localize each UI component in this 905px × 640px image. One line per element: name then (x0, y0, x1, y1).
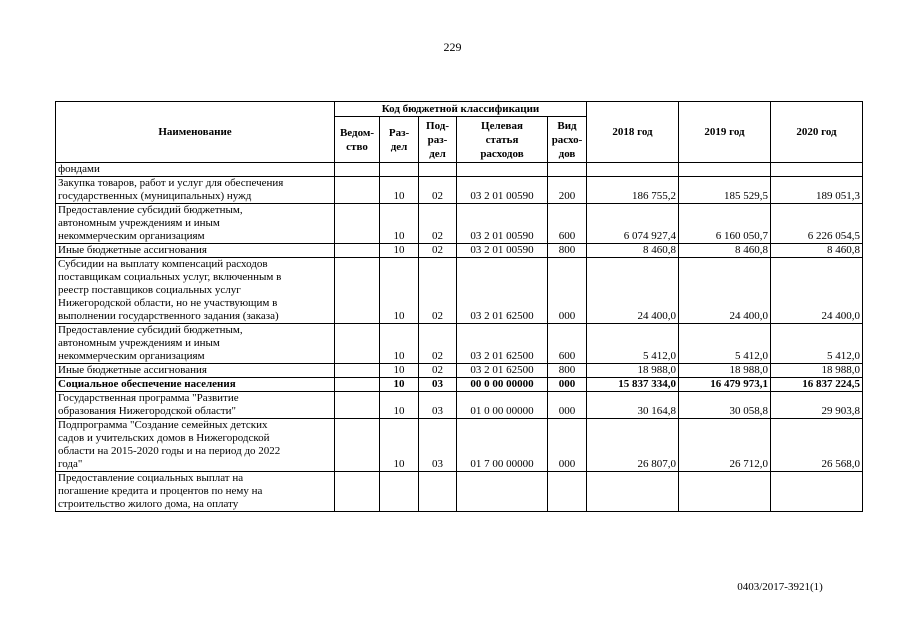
cell-name (56, 258, 335, 324)
cell-2019: 16 479 973,1 (679, 378, 771, 392)
cell-2018 (587, 163, 679, 177)
header-podrazdel: Под- раз- дел (419, 117, 457, 163)
name-line: области на 2015-2020 годы и на период до 2022 (58, 445, 281, 457)
header-vedomstvo: Ведом- ство (335, 117, 380, 163)
cell-name (56, 244, 335, 258)
cell-name (56, 163, 335, 177)
cell-vid-rashodov: 200 (548, 177, 587, 204)
table-row (56, 419, 863, 472)
cell-2019: 185 529,5 (679, 177, 771, 204)
budget-table (55, 101, 863, 512)
document-reference: 0403/2017-3921(1) (737, 581, 823, 593)
cell-vid-rashodov: 000 (548, 258, 587, 324)
name-line: строительство жилого дома, на оплату (58, 498, 239, 510)
name-line: Предоставление социальных выплат на (58, 472, 244, 484)
cell-name (56, 472, 335, 512)
name-line: Предоставление субсидий бюджетным, (58, 204, 243, 216)
cell-vid-rashodov: 600 (548, 204, 587, 244)
cell-podrazdel: 02 (419, 244, 457, 258)
name-line: Субсидии на выплату компенсаций расходов (58, 258, 268, 270)
name-line: Предоставление субсидий бюджетным, (58, 324, 243, 336)
cell-celevaya-statya (457, 163, 548, 177)
cell-vedomstvo (335, 324, 380, 364)
cell-2019: 30 058,8 (679, 392, 771, 419)
cell-name (56, 392, 335, 419)
cell-2020: 6 226 054,5 (771, 204, 863, 244)
name-line: образования Нижегородской области" (58, 405, 237, 417)
cell-razdel: 10 (380, 364, 419, 378)
name-line: автономным учреждениям и иным (58, 337, 220, 349)
cell-vedomstvo (335, 177, 380, 204)
name-line: некоммерческим организациям (58, 350, 205, 362)
table-row (56, 244, 863, 258)
cell-razdel: 10 (380, 258, 419, 324)
cell-podrazdel: 03 (419, 378, 457, 392)
header-name: Наименование (56, 102, 335, 163)
cell-name (56, 419, 335, 472)
table-row (56, 324, 863, 364)
cell-vid-rashodov: 000 (548, 419, 587, 472)
table-row (56, 177, 863, 204)
cell-name (56, 324, 335, 364)
cell-vid-rashodov: 000 (548, 392, 587, 419)
cell-name (56, 378, 335, 392)
cell-2018 (587, 472, 679, 512)
name-line: автономным учреждениям и иным (58, 217, 220, 229)
cell-podrazdel (419, 472, 457, 512)
header-2018: 2018 год (587, 102, 679, 163)
cell-2019: 6 160 050,7 (679, 204, 771, 244)
cell-2018: 26 807,0 (587, 419, 679, 472)
table-row (56, 472, 863, 512)
cell-name (56, 364, 335, 378)
name-line: Нижегородской области, но не участвующим в (58, 297, 278, 309)
name-line: Закупка товаров, работ и услуг для обеспечения (58, 177, 284, 189)
cell-razdel (380, 163, 419, 177)
name-line: Социальное обеспечение населения (58, 378, 236, 390)
cell-razdel: 10 (380, 177, 419, 204)
cell-razdel (380, 472, 419, 512)
table-row (56, 378, 863, 392)
name-line: реестр поставщиков социальных услуг (58, 284, 241, 296)
cell-vid-rashodov (548, 472, 587, 512)
table-row (56, 364, 863, 378)
name-line: Иные бюджетные ассигнования (58, 244, 207, 256)
cell-vedomstvo (335, 244, 380, 258)
cell-celevaya-statya: 03 2 01 00590 (457, 244, 548, 258)
cell-razdel: 10 (380, 378, 419, 392)
table-row (56, 258, 863, 324)
cell-podrazdel: 02 (419, 258, 457, 324)
cell-2019: 8 460,8 (679, 244, 771, 258)
cell-2020: 189 051,3 (771, 177, 863, 204)
cell-vedomstvo (335, 419, 380, 472)
cell-2020: 8 460,8 (771, 244, 863, 258)
cell-celevaya-statya: 03 2 01 62500 (457, 364, 548, 378)
cell-2019 (679, 472, 771, 512)
cell-razdel: 10 (380, 244, 419, 258)
cell-vedomstvo (335, 163, 380, 177)
name-line: выполнении государственного задания (заказа) (58, 310, 279, 322)
cell-2019: 5 412,0 (679, 324, 771, 364)
name-line: фондами (58, 163, 100, 175)
cell-2020: 5 412,0 (771, 324, 863, 364)
cell-vedomstvo (335, 364, 380, 378)
cell-celevaya-statya: 01 7 00 00000 (457, 419, 548, 472)
cell-2020: 26 568,0 (771, 419, 863, 472)
cell-name (56, 177, 335, 204)
cell-podrazdel: 02 (419, 204, 457, 244)
cell-2018: 8 460,8 (587, 244, 679, 258)
cell-vedomstvo (335, 472, 380, 512)
cell-2018: 15 837 334,0 (587, 378, 679, 392)
cell-celevaya-statya: 03 2 01 00590 (457, 204, 548, 244)
cell-2018: 18 988,0 (587, 364, 679, 378)
cell-celevaya-statya: 03 2 01 00590 (457, 177, 548, 204)
cell-vid-rashodov: 600 (548, 324, 587, 364)
cell-vedomstvo (335, 204, 380, 244)
cell-celevaya-statya: 03 2 01 62500 (457, 324, 548, 364)
name-line: Иные бюджетные ассигнования (58, 364, 207, 376)
cell-2019: 26 712,0 (679, 419, 771, 472)
name-line: государственных (муниципальных) нужд (58, 190, 252, 202)
name-line: поставщикам социальных услуг, включенным в (58, 271, 282, 283)
cell-vedomstvo (335, 378, 380, 392)
header-2019: 2019 год (679, 102, 771, 163)
header-razdel: Раз- дел (380, 117, 419, 163)
cell-vid-rashodov: 800 (548, 244, 587, 258)
cell-razdel: 10 (380, 204, 419, 244)
cell-vid-rashodov: 000 (548, 378, 587, 392)
cell-2019: 18 988,0 (679, 364, 771, 378)
name-line: садов и учительских домов в Нижегородской (58, 432, 270, 444)
cell-2018: 30 164,8 (587, 392, 679, 419)
name-line: некоммерческим организациям (58, 230, 205, 242)
cell-vedomstvo (335, 392, 380, 419)
table-row (56, 163, 863, 177)
cell-2020 (771, 472, 863, 512)
cell-2018: 186 755,2 (587, 177, 679, 204)
cell-2020: 29 903,8 (771, 392, 863, 419)
cell-podrazdel (419, 163, 457, 177)
cell-vid-rashodov: 800 (548, 364, 587, 378)
cell-podrazdel: 03 (419, 392, 457, 419)
table-row (56, 204, 863, 244)
name-line: погашение кредита и процентов по нему на (58, 485, 263, 497)
cell-podrazdel: 03 (419, 419, 457, 472)
header-vid-rashodov: Вид расхо- дов (548, 117, 587, 163)
cell-2019 (679, 163, 771, 177)
page-number: 229 (443, 40, 462, 54)
cell-razdel: 10 (380, 392, 419, 419)
header-2020: 2020 год (771, 102, 863, 163)
header-celevaya-statya: Целевая статья расходов (457, 117, 548, 163)
cell-razdel: 10 (380, 419, 419, 472)
cell-2020 (771, 163, 863, 177)
cell-podrazdel: 02 (419, 364, 457, 378)
cell-podrazdel: 02 (419, 324, 457, 364)
cell-2019: 24 400,0 (679, 258, 771, 324)
cell-razdel: 10 (380, 324, 419, 364)
cell-vedomstvo (335, 258, 380, 324)
cell-2018: 6 074 927,4 (587, 204, 679, 244)
cell-celevaya-statya: 01 0 00 00000 (457, 392, 548, 419)
name-line: года" (58, 458, 83, 470)
cell-2020: 18 988,0 (771, 364, 863, 378)
name-line: Государственная программа "Развитие (58, 392, 239, 404)
cell-celevaya-statya: 00 0 00 00000 (457, 378, 548, 392)
cell-podrazdel: 02 (419, 177, 457, 204)
cell-celevaya-statya: 03 2 01 62500 (457, 258, 548, 324)
cell-name (56, 204, 335, 244)
cell-2020: 16 837 224,5 (771, 378, 863, 392)
cell-celevaya-statya (457, 472, 548, 512)
name-line: Подпрограмма "Создание семейных детских (58, 419, 268, 431)
cell-vid-rashodov (548, 163, 587, 177)
cell-2020: 24 400,0 (771, 258, 863, 324)
cell-2018: 24 400,0 (587, 258, 679, 324)
cell-2018: 5 412,0 (587, 324, 679, 364)
table-row (56, 392, 863, 419)
header-kbk: Код бюджетной классификации (335, 102, 587, 117)
